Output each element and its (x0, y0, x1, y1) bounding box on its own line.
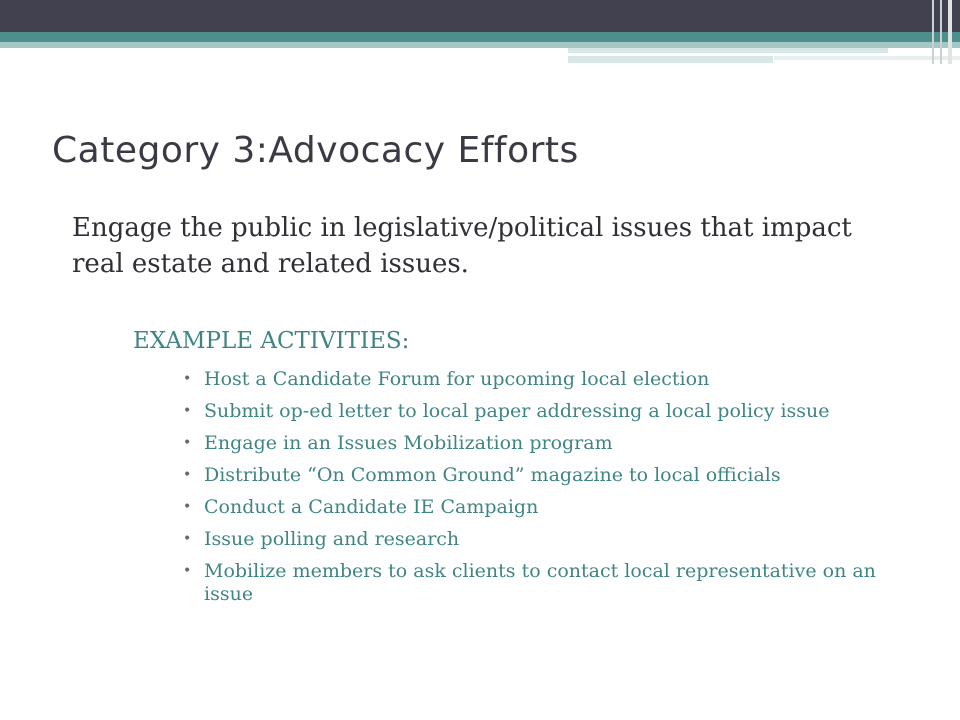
list-item-text: Mobilize members to ask clients to contact local representative on an issue (204, 560, 876, 605)
bullet-icon: • (183, 435, 192, 451)
activity-list (183, 368, 903, 615)
list-item (183, 432, 903, 455)
header-vertical-rule (932, 0, 934, 64)
list-item (183, 560, 903, 606)
bullet-icon: • (183, 499, 192, 515)
list-item-text: Distribute “On Common Ground” magazine to local officials (204, 464, 781, 486)
bullet-icon: • (183, 563, 192, 579)
list-item (183, 464, 903, 487)
bullet-icon: • (183, 531, 192, 547)
header-vertical-rule (940, 0, 942, 64)
list-item (183, 528, 903, 551)
list-item (183, 496, 903, 519)
list-item-text: Engage in an Issues Mobilization program (204, 432, 613, 454)
list-item (183, 368, 903, 391)
header-accent-line (568, 56, 773, 63)
slide-title: Category 3:Advocacy Efforts (52, 130, 579, 171)
list-item-text: Conduct a Candidate IE Campaign (204, 496, 539, 518)
header-band-teal (0, 32, 960, 42)
header-accent-line (568, 48, 888, 53)
list-item-text: Issue polling and research (204, 528, 460, 550)
section-heading: EXAMPLE ACTIVITIES: (133, 328, 410, 354)
list-item-text: Host a Candidate Forum for upcoming local election (204, 368, 710, 390)
list-item (183, 400, 903, 423)
header-band-dark (0, 0, 960, 32)
slide-subtitle: Engage the public in legislative/political issues that impact real estate and related issues. (72, 213, 852, 279)
list-item-text: Submit op-ed letter to local paper addressing a local policy issue (204, 400, 830, 422)
bullet-icon: • (183, 467, 192, 483)
bullet-icon: • (183, 371, 192, 387)
header-vertical-rule (948, 0, 952, 64)
bullet-icon: • (183, 403, 192, 419)
